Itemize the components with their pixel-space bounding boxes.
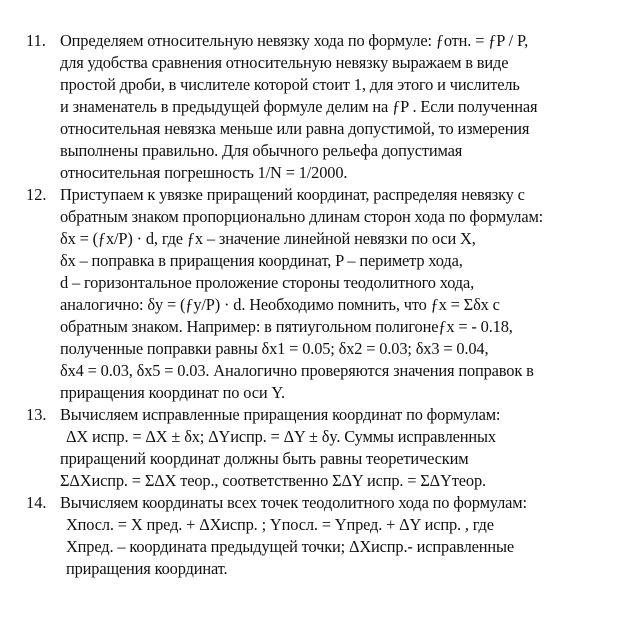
paragraph-line: относительная невязка меньше или равна допустимой, то измерения	[60, 119, 530, 138]
paragraph-line: Определяем относительную невязку хода по формуле: ƒотн. = ƒP / P,	[60, 31, 529, 50]
paragraph-line: приращения координат по оси Y.	[60, 383, 285, 402]
paragraph-line: Вычисляем исправленные приращения координат по формулам:	[60, 405, 501, 424]
paragraph-line: простой дроби, в числителе которой стоит 1, для этого и числитель	[60, 75, 520, 94]
paragraph-line: выполнены правильно. Для обычного рельефа допустимая	[60, 141, 463, 160]
formula-line: ΣΔXиспр. = ΣΔX теор., соответственно ΣΔY испр. = ΣΔYтеор.	[60, 471, 486, 490]
paragraph-line: относительная погрешность 1/N = 1/2000.	[60, 163, 348, 182]
item-number: 11.	[26, 31, 46, 50]
paragraph-line: Вычисляем координаты всех точек теодолитного хода по формулам:	[60, 493, 527, 512]
paragraph-line: Приступаем к увязке приращений координат, распределяя невязку с	[60, 185, 525, 204]
paragraph-line: δx – поправка в приращения координат, P – периметр хода,	[60, 251, 463, 270]
paragraph-line: δx = (ƒx/P) · d, где ƒx – значение линейной невязки по оси X,	[60, 229, 476, 248]
formula-line: Xпосл. = X пред. + ΔXиспр. ; Yпосл. = Yпред. + ΔY испр. , где	[66, 515, 494, 534]
paragraph-line: для удобства сравнения относительную невязку выражаем в виде	[60, 53, 509, 72]
paragraph-line: и знаменатель в предыдущей формуле делим на ƒP . Если полученная	[60, 97, 538, 116]
paragraph-line: приращения координат.	[66, 559, 228, 578]
paragraph-line: обратным знаком. Например: в пятиугольном полигонеƒx = - 0.18,	[60, 317, 513, 336]
paragraph-line: d – горизонтальное проложение стороны теодолитного хода,	[60, 273, 475, 292]
paragraph-line: аналогично: δy = (ƒy/P) · d. Необходимо помнить, что ƒx = Σδx с	[60, 295, 500, 314]
formula-line: ΔX испр. = ΔX ± δx; ΔYиспр. = ΔY ± δy. Суммы исправленных	[66, 427, 496, 446]
item-number: 12.	[26, 185, 47, 204]
paragraph-line: Xпред. – координата предыдущей точки; ΔXиспр.- исправленные	[66, 537, 514, 556]
item-number: 13.	[26, 405, 47, 424]
paragraph-line: полученные поправки равны δx1 = 0.05; δx2 = 0.03; δx3 = 0.04,	[60, 339, 489, 358]
paragraph-line: приращений координат должны быть равны теоретическим	[60, 449, 469, 468]
item-number: 14.	[26, 493, 47, 512]
paragraph-line: δx4 = 0.03, δx5 = 0.03. Аналогично проверяются значения поправок в	[60, 361, 534, 380]
paragraph-line: обратным знаком пропорционально длинам сторон хода по формулам:	[60, 207, 544, 226]
